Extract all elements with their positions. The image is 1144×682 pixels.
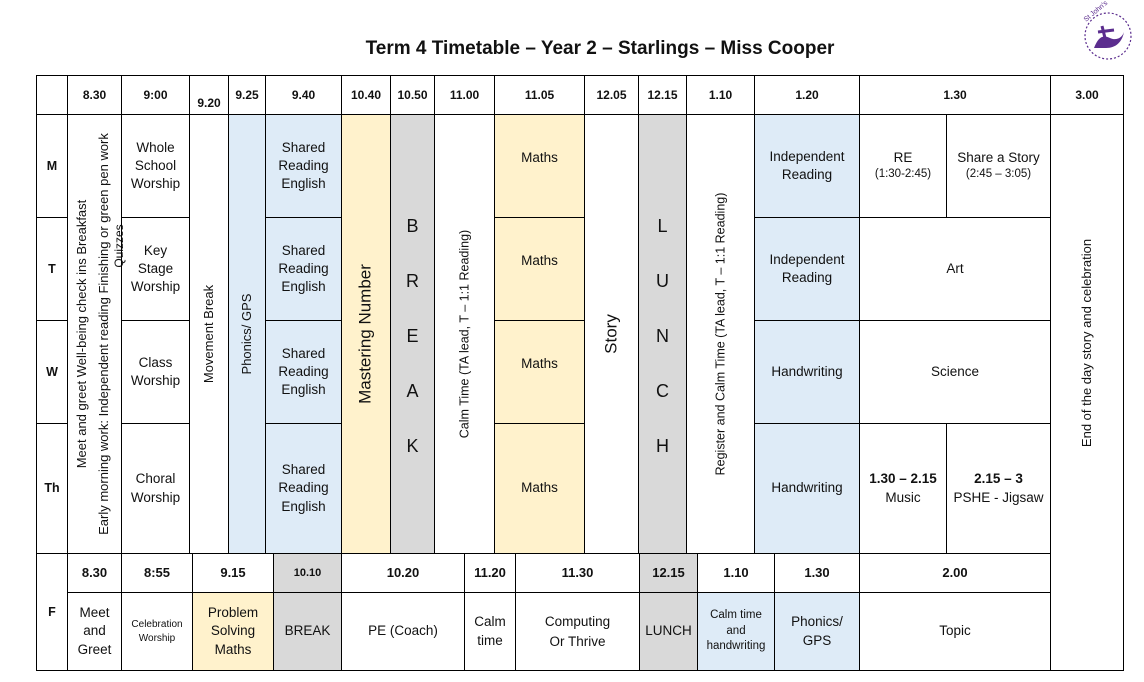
fri-cell: Calm time <box>464 592 516 671</box>
worship-cell: Class Worship <box>121 320 190 424</box>
school-logo <box>1072 0 1138 68</box>
time-header: 12.05 <box>584 75 639 115</box>
pshe-time: 2.15 – 3 <box>974 471 1023 487</box>
fri-cell: Meet and Greet <box>67 592 122 671</box>
share-story-time: (2:45 – 3:05) <box>965 168 1032 181</box>
break-letter: K <box>406 436 419 456</box>
lunch-letter: H <box>656 436 669 456</box>
register-text: Register and Calm Time (TA lead, T – 1:1 Reading) <box>713 192 728 476</box>
worship-cell: Choral Worship <box>121 423 190 554</box>
page-title: Term 4 Timetable – Year 2 – Starlings – Miss Cooper <box>365 38 835 59</box>
break-letter: B <box>406 216 419 236</box>
time-header: 1.20 <box>754 75 860 115</box>
fri-cell: Computing Or Thrive <box>515 592 640 671</box>
morning-routine-text: Meet and greet Well-being check ins Breakfast <box>73 199 89 469</box>
pshe-cell <box>946 423 1051 554</box>
break-letter: A <box>406 381 419 401</box>
time-header: 1.30 <box>859 75 1051 115</box>
lunch-letter: C <box>656 381 669 401</box>
time-header: 11.05 <box>494 75 585 115</box>
shared-reading-cell: Shared Reading English <box>265 114 342 218</box>
afternoon-cell: Independent Reading <box>754 217 860 321</box>
time-header: 9.20 <box>189 75 229 115</box>
art-cell: Art <box>859 217 1051 321</box>
end-of-day-text: End of the day story and celebration <box>1079 238 1095 447</box>
music-cell <box>859 423 947 554</box>
fri-time-header: 11.30 <box>515 553 640 593</box>
worship-cell: Whole School Worship <box>121 114 190 218</box>
fri-time-header: 1.10 <box>697 553 775 593</box>
day-label-mon: M <box>36 114 68 218</box>
break-letter: E <box>406 326 419 346</box>
maths-cell: Maths <box>494 320 585 424</box>
time-header: 8.30 <box>67 75 122 115</box>
register-cell <box>686 114 755 554</box>
fri-time-header: 9.15 <box>192 553 274 593</box>
movement-break-text: Movement Break <box>201 284 217 384</box>
fri-time-header: 10.20 <box>341 553 465 593</box>
mastering-number-text: Mastering Number <box>355 264 375 404</box>
story-cell <box>584 114 639 554</box>
calm-time-cell <box>434 114 495 554</box>
fri-cell: Celebration Worship <box>121 592 193 671</box>
maths-cell: Maths <box>494 114 585 218</box>
day-label-tue: T <box>36 217 68 321</box>
maths-cell: Maths <box>494 217 585 321</box>
lunch-letter: U <box>656 271 669 291</box>
break-cell <box>390 114 435 554</box>
shared-reading-cell: Shared Reading English <box>265 217 342 321</box>
time-header: 12.15 <box>638 75 687 115</box>
calm-time-text: Calm Time (TA lead, T – 1:1 Reading) <box>457 229 472 439</box>
fri-cell: BREAK <box>273 592 342 671</box>
fri-cell: PE (Coach) <box>341 592 465 671</box>
worship-cell: Key Stage Worship <box>121 217 190 321</box>
fri-cell: Phonics/ GPS <box>774 592 860 671</box>
fri-time-header: 11.20 <box>464 553 516 593</box>
maths-cell: Maths <box>494 423 585 554</box>
break-letter: R <box>406 271 419 291</box>
fri-cell: Topic <box>859 592 1051 671</box>
re-cell <box>859 114 947 218</box>
music-time: 1.30 – 2.15 <box>869 471 937 487</box>
re-label: RE <box>893 150 913 166</box>
fri-cell: Calm time and handwriting <box>697 592 775 671</box>
lunch-letter: N <box>656 326 669 346</box>
time-header: 9.40 <box>265 75 342 115</box>
lunch-cell <box>638 114 687 554</box>
afternoon-cell: Independent Reading <box>754 114 860 218</box>
time-header: 9.25 <box>228 75 266 115</box>
fri-time-header: 1.30 <box>774 553 860 593</box>
time-header: 10.50 <box>390 75 435 115</box>
day-label-fri: F <box>36 553 68 671</box>
morning-routine-cell <box>67 114 126 554</box>
story-text: Story <box>601 314 621 354</box>
fri-time-header: 8.30 <box>67 553 122 593</box>
afternoon-cell: Handwriting <box>754 320 860 424</box>
fri-cell: LUNCH <box>639 592 698 671</box>
fri-time-header: 10.10 <box>273 553 342 593</box>
lunch-letter: L <box>657 216 668 236</box>
quizzes-text: Quizzes <box>111 224 126 268</box>
afternoon-cell: Handwriting <box>754 423 860 554</box>
fri-time-header: 8:55 <box>121 553 193 593</box>
time-header: 3.00 <box>1050 75 1124 115</box>
time-header: 11.00 <box>434 75 495 115</box>
music-label: Music <box>885 489 921 505</box>
time-header: 9:00 <box>121 75 190 115</box>
fri-time-header: 12.15 <box>639 553 698 593</box>
header-corner <box>36 75 68 115</box>
svg-text:St John's: St John's <box>1082 0 1110 24</box>
day-label-thu: Th <box>36 423 68 554</box>
morning-work-text: Early morning work: Independent reading Finishing or green pen work <box>95 133 111 535</box>
pshe-label: PSHE - Jigsaw <box>953 489 1044 505</box>
time-header: 10.40 <box>341 75 391 115</box>
day-label-wed: W <box>36 320 68 424</box>
movement-break-cell <box>189 114 229 554</box>
mastering-number-cell <box>341 114 391 554</box>
fri-time-header: 2.00 <box>859 553 1051 593</box>
share-story-label: Share a Story <box>957 150 1040 166</box>
shared-reading-cell: Shared Reading English <box>265 320 342 424</box>
end-of-day-cell <box>1050 114 1124 671</box>
re-time: (1:30-2:45) <box>874 168 932 181</box>
share-story-cell <box>946 114 1051 218</box>
time-header: 1.10 <box>686 75 755 115</box>
science-cell: Science <box>859 320 1051 424</box>
phonics-cell <box>228 114 266 554</box>
fri-cell: Problem Solving Maths <box>192 592 274 671</box>
phonics-text: Phonics/ GPS <box>239 293 255 375</box>
shared-reading-cell: Shared Reading English <box>265 423 342 554</box>
